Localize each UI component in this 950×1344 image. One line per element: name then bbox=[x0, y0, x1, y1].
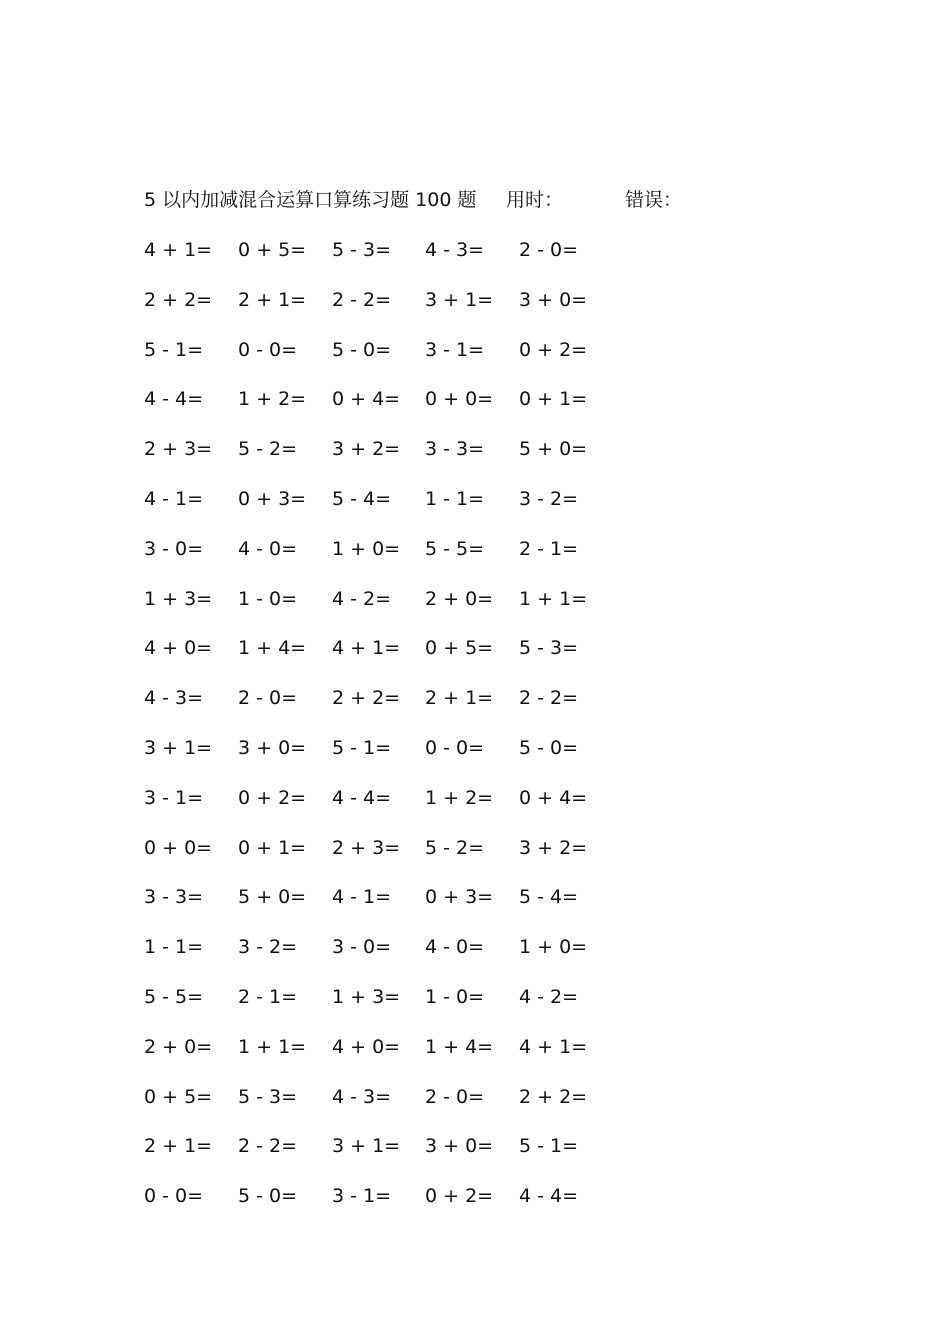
problem-item: 1 + 0= bbox=[519, 936, 588, 959]
problem-item: 5 - 0= bbox=[519, 736, 579, 759]
problem-item: 4 - 1= bbox=[144, 487, 204, 510]
problem-item: 5 - 3= bbox=[519, 637, 579, 660]
problem-item: 0 + 3= bbox=[425, 886, 494, 909]
problem-item: 0 + 2= bbox=[425, 1185, 494, 1208]
problem-item: 4 - 0= bbox=[425, 936, 485, 959]
problem-item: 1 - 0= bbox=[238, 587, 298, 610]
problem-row bbox=[144, 286, 624, 336]
problem-row bbox=[144, 385, 624, 435]
problem-item: 1 + 2= bbox=[238, 388, 307, 411]
problem-item: 1 + 2= bbox=[425, 786, 494, 809]
problem-item: 1 + 0= bbox=[332, 537, 401, 560]
problem-item: 5 - 5= bbox=[144, 985, 204, 1008]
problem-item: 5 - 0= bbox=[332, 338, 392, 361]
problem-item: 3 - 0= bbox=[144, 537, 204, 560]
problem-item: 5 + 0= bbox=[519, 438, 588, 461]
problem-item: 3 + 0= bbox=[425, 1135, 494, 1158]
problem-row bbox=[144, 834, 624, 884]
errors-label: 错误： bbox=[625, 189, 683, 211]
time-label: 用时： bbox=[506, 189, 564, 211]
problem-item: 2 - 1= bbox=[519, 537, 579, 560]
problem-item: 4 - 0= bbox=[238, 537, 298, 560]
problem-item: 2 + 2= bbox=[332, 687, 401, 710]
problem-item: 4 + 0= bbox=[332, 1035, 401, 1058]
problem-item: 1 - 0= bbox=[425, 985, 485, 1008]
problem-item: 3 + 1= bbox=[332, 1135, 401, 1158]
problem-item: 1 - 1= bbox=[425, 487, 485, 510]
worksheet-title: 5 以内加减混合运算口算练习题 100 题 bbox=[144, 189, 477, 211]
problem-item: 3 - 2= bbox=[238, 936, 298, 959]
problem-item: 5 + 0= bbox=[238, 886, 307, 909]
problem-item: 2 - 2= bbox=[238, 1135, 298, 1158]
problem-item: 5 - 1= bbox=[332, 736, 392, 759]
problem-item: 5 - 0= bbox=[238, 1185, 298, 1208]
problem-item: 0 + 1= bbox=[519, 388, 588, 411]
problem-item: 2 + 2= bbox=[144, 288, 213, 311]
problem-row bbox=[144, 933, 624, 983]
problem-item: 1 - 1= bbox=[144, 936, 204, 959]
problem-row bbox=[144, 1132, 624, 1182]
problem-item: 2 - 0= bbox=[425, 1085, 485, 1108]
problem-item: 2 + 3= bbox=[332, 836, 401, 859]
problem-item: 4 + 0= bbox=[144, 637, 213, 660]
problem-item: 2 + 1= bbox=[425, 687, 494, 710]
problem-item: 5 - 4= bbox=[519, 886, 579, 909]
problem-row bbox=[144, 1083, 624, 1133]
problem-item: 4 - 4= bbox=[332, 786, 392, 809]
problem-item: 4 + 1= bbox=[144, 239, 213, 261]
problem-item: 2 + 2= bbox=[519, 1085, 588, 1108]
problem-item: 1 + 4= bbox=[425, 1035, 494, 1058]
problem-item: 4 - 3= bbox=[332, 1085, 392, 1108]
problem-item: 0 + 4= bbox=[332, 388, 401, 411]
problem-item: 5 - 3= bbox=[238, 1085, 298, 1108]
problem-grid bbox=[144, 236, 624, 1232]
problem-item: 3 + 0= bbox=[238, 736, 307, 759]
problem-item: 3 - 1= bbox=[332, 1185, 392, 1208]
problem-row bbox=[144, 983, 624, 1033]
problem-item: 2 + 1= bbox=[144, 1135, 213, 1158]
problem-item: 5 - 1= bbox=[519, 1135, 579, 1158]
problem-item: 3 + 1= bbox=[144, 736, 213, 759]
problem-row bbox=[144, 684, 624, 734]
problem-item: 0 + 2= bbox=[519, 338, 588, 361]
problem-item: 0 - 0= bbox=[425, 736, 485, 759]
problem-item: 0 + 2= bbox=[238, 786, 307, 809]
problem-item: 5 - 2= bbox=[238, 438, 298, 461]
problem-item: 3 + 1= bbox=[425, 288, 494, 311]
problem-row bbox=[144, 485, 624, 535]
problem-item: 1 + 1= bbox=[238, 1035, 307, 1058]
problem-row bbox=[144, 435, 624, 485]
problem-item: 5 - 4= bbox=[332, 487, 392, 510]
problem-item: 5 - 2= bbox=[425, 836, 485, 859]
problem-item: 0 + 0= bbox=[144, 836, 213, 859]
problem-item: 1 + 1= bbox=[519, 587, 588, 610]
problem-item: 2 - 2= bbox=[332, 288, 392, 311]
problem-row bbox=[144, 1033, 624, 1083]
problem-item: 4 + 1= bbox=[332, 637, 401, 660]
problem-item: 2 + 1= bbox=[238, 288, 307, 311]
problem-item: 3 + 0= bbox=[519, 288, 588, 311]
problem-item: 4 - 2= bbox=[519, 985, 579, 1008]
problem-item: 2 + 0= bbox=[425, 587, 494, 610]
problem-item: 3 - 3= bbox=[425, 438, 485, 461]
problem-item: 5 - 3= bbox=[332, 239, 392, 261]
problem-item: 4 - 3= bbox=[144, 687, 204, 710]
problem-item: 5 - 1= bbox=[144, 338, 204, 361]
problem-item: 4 - 4= bbox=[519, 1185, 579, 1208]
problem-row bbox=[144, 535, 624, 585]
problem-item: 3 - 0= bbox=[332, 936, 392, 959]
problem-item: 1 + 3= bbox=[332, 985, 401, 1008]
problem-item: 2 - 0= bbox=[519, 239, 579, 261]
problem-item: 2 - 2= bbox=[519, 687, 579, 710]
problem-item: 4 + 1= bbox=[519, 1035, 588, 1058]
problem-item: 0 + 5= bbox=[425, 637, 494, 660]
problem-item: 3 - 3= bbox=[144, 886, 204, 909]
problem-item: 4 - 4= bbox=[144, 388, 204, 411]
problem-item: 0 - 0= bbox=[238, 338, 298, 361]
problem-item: 1 + 4= bbox=[238, 637, 307, 660]
problem-item: 2 + 0= bbox=[144, 1035, 213, 1058]
problem-item: 3 + 2= bbox=[519, 836, 588, 859]
problem-item: 4 - 3= bbox=[425, 239, 485, 261]
problem-item: 0 + 3= bbox=[238, 487, 307, 510]
problem-row bbox=[144, 1182, 624, 1232]
problem-item: 4 - 2= bbox=[332, 587, 392, 610]
problem-row bbox=[144, 784, 624, 834]
problem-row bbox=[144, 585, 624, 635]
problem-row bbox=[144, 236, 624, 286]
problem-row bbox=[144, 883, 624, 933]
problem-item: 5 - 5= bbox=[425, 537, 485, 560]
problem-row bbox=[144, 734, 624, 784]
problem-row bbox=[144, 634, 624, 684]
problem-item: 0 + 1= bbox=[238, 836, 307, 859]
problem-item: 0 - 0= bbox=[144, 1185, 204, 1208]
problem-item: 2 + 3= bbox=[144, 438, 213, 461]
problem-item: 3 - 2= bbox=[519, 487, 579, 510]
problem-item: 4 - 1= bbox=[332, 886, 392, 909]
problem-item: 3 - 1= bbox=[425, 338, 485, 361]
problem-row bbox=[144, 336, 624, 386]
problem-item: 0 + 5= bbox=[144, 1085, 213, 1108]
problem-item: 3 - 1= bbox=[144, 786, 204, 809]
problem-item: 0 + 0= bbox=[425, 388, 494, 411]
problem-item: 2 - 1= bbox=[238, 985, 298, 1008]
problem-item: 0 + 5= bbox=[238, 239, 307, 261]
problem-item: 3 + 2= bbox=[332, 438, 401, 461]
problem-item: 2 - 0= bbox=[238, 687, 298, 710]
problem-item: 1 + 3= bbox=[144, 587, 213, 610]
problem-item: 0 + 4= bbox=[519, 786, 588, 809]
